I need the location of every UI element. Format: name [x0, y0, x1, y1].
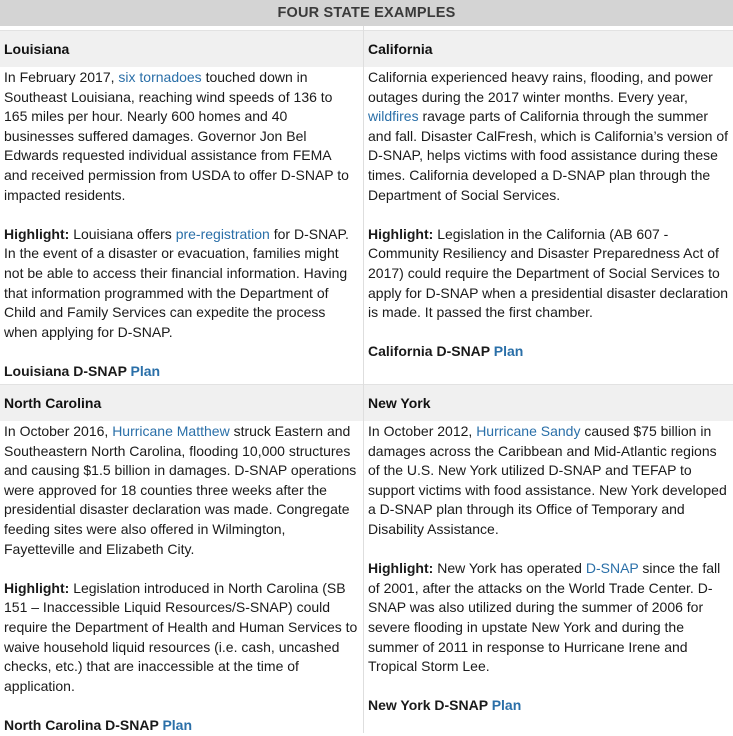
highlight-label: Highlight:: [4, 225, 70, 242]
six-tornadoes-link[interactable]: six tornadoes: [118, 69, 202, 85]
highlight-text: Legislation introduced in North Carolina (SB 151 – Inaccessible Liquid Resources/S-SNAP) could require the Department of Health and Human Services to waive household liquid resources (i.e. cash, uncashed checks, etc.) that are inaccessible at the time of application.: [4, 579, 358, 694]
plan-label: California D-SNAP: [368, 343, 494, 360]
hurricane-sandy-link[interactable]: Hurricane Sandy: [476, 423, 581, 439]
state-description: [368, 422, 729, 540]
highlight-text: Legislation in the California (AB 607 - Community Resiliency and Disaster Preparedness Act of 2017) could require the Department of Social Services to apply for D-SNAP when a presidential disaster declaration is made. It passed the first chamber.: [368, 225, 729, 321]
plan-label: Louisiana D-SNAP: [4, 362, 131, 379]
state-cell-california: [364, 68, 733, 362]
state-highlight: [4, 579, 358, 697]
state-description: [4, 422, 358, 559]
state-highlight: [368, 559, 729, 677]
plan-label: North Carolina D-SNAP: [4, 716, 163, 733]
highlight-text: Louisiana offers: [69, 225, 176, 242]
state-cell-louisiana: [0, 68, 362, 382]
louisiana-plan-link[interactable]: Plan: [130, 362, 161, 379]
highlight-label: Highlight:: [4, 579, 70, 596]
description-text: touched down in Southeast Louisiana, reaching wind speeds of 136 to 165 miles per hour. Nearly 600 homes and 40 businesses suffered damages. Governor Jon Bel Edwards requested individual assistance from FEMA and received permission from USDA to offer D-SNAP to impacted residents.: [4, 69, 349, 203]
plan-label: New York D-SNAP: [368, 697, 492, 714]
state-cell-north-carolina: [0, 422, 362, 736]
highlight-label: Highlight:: [368, 560, 434, 577]
wildfires-link[interactable]: wildfires: [368, 108, 419, 125]
state-description: [4, 68, 358, 205]
state-highlight: [4, 225, 358, 343]
state-highlight: [368, 225, 729, 323]
state-header-california: California: [364, 30, 733, 67]
state-header-new-york: New York: [364, 384, 733, 421]
description-text: caused $75 billion in damages across the Caribbean and Mid-Atlantic regions of the U.S. New York utilized D-SNAP and TEFAP to support victims with food assistance. New York developed a D-SNAP plan through its Office of Temporary and Disability Assistance.: [368, 423, 727, 537]
plan-line-louisiana: [4, 362, 358, 382]
description-text: California experienced heavy rains, flooding, and power outages during the 2017 winter months. Every year,: [368, 69, 713, 105]
description-text: In October 2016,: [4, 423, 113, 439]
state-header-north-carolina: North Carolina: [0, 384, 363, 421]
description-text: In October 2012,: [368, 423, 477, 439]
state-description: [368, 68, 729, 205]
hurricane-matthew-link[interactable]: Hurricane Matthew: [112, 423, 230, 439]
highlight-label: Highlight:: [368, 225, 434, 242]
highlight-text: for D-SNAP. In the event of a disaster or evacuation, families might not be able to access their financial information. Having that information programmed with the Department of Child and Family Services can expedite the process when applying for D-SNAP.: [4, 225, 349, 340]
north-carolina-plan-link[interactable]: Plan: [162, 716, 193, 733]
description-text: In February 2017,: [4, 69, 119, 85]
california-plan-link[interactable]: Plan: [493, 343, 524, 360]
table-title: FOUR STATE EXAMPLES: [0, 0, 733, 26]
highlight-text: New York has operated: [433, 560, 586, 577]
description-text: ravage parts of California through the summer and fall. Disaster CalFresh, which is California’s version of D-SNAP, helps victims with food assistance during these times. California developed a D-SNAP plan through the Department of Social Services.: [368, 108, 728, 203]
d-snap-link[interactable]: D-SNAP: [585, 560, 639, 577]
description-text: struck Eastern and Southeastern North Carolina, flooding 10,000 structures and causing $1.5 billion in damages. D-SNAP operations were approved for 18 counties three weeks after the presidential disaster declaration was made. Congregate feeding sites were also offered in Wilmington, Fayetteville and Elizabeth City.: [4, 423, 357, 557]
state-cell-new-york: [364, 422, 733, 716]
plan-line-california: [368, 342, 729, 362]
plan-line-new-york: [368, 696, 729, 716]
highlight-text: since the fall of 2001, after the attacks on the World Trade Center. D-SNAP was also utilized during the summer of 2006 for severe flooding in upstate New York and during the summer of 2011 in response to Hurricane Irene and Tropical Storm Lee.: [368, 560, 721, 675]
state-header-louisiana: Louisiana: [0, 30, 363, 67]
pre-registration-link[interactable]: pre-registration: [175, 225, 270, 242]
new-york-plan-link[interactable]: Plan: [491, 697, 522, 714]
